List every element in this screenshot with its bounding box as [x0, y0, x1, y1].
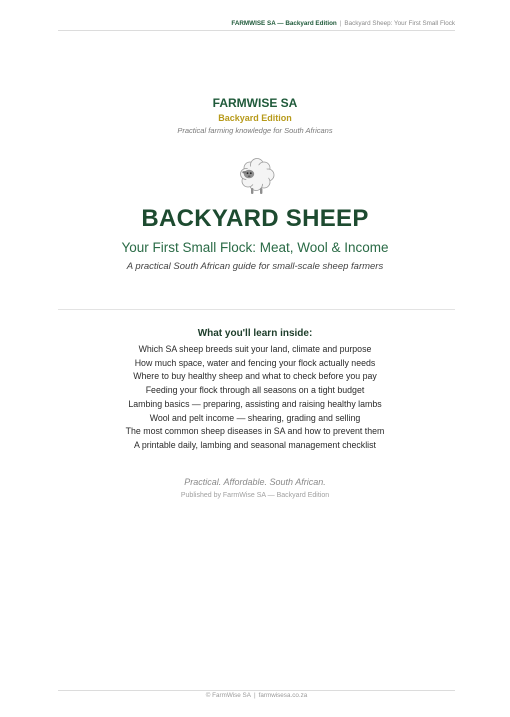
- list-item: Wool and pelt income — shearing, grading and selling: [149, 412, 361, 423]
- closing-block: [0, 477, 510, 500]
- list-item: Lambing basics — preparing, assisting and raising healthy lambs: [128, 398, 382, 409]
- publisher-line: Published by FarmWise SA — Backyard Edition: [180, 492, 330, 499]
- header-brand: FARMWISE SA — Backyard Edition: [231, 20, 337, 27]
- list-item: How much space, water and fencing your flock actually needs: [134, 357, 376, 368]
- footer-copyright: © FarmWise SA: [205, 692, 251, 699]
- brand-title: FARMWISE SA: [212, 96, 298, 110]
- list-item: Where to buy healthy sheep and what to check before you pay: [133, 371, 377, 382]
- header-separator: |: [339, 20, 342, 27]
- list-item: A printable daily, lambing and seasonal management checklist: [134, 439, 376, 450]
- footer-website[interactable]: farmwisesa.co.za: [258, 692, 308, 699]
- list-item: Feeding your flock through all seasons on a tight budget: [145, 385, 365, 396]
- cover-subtitle: Your First Small Flock: Meat, Wool & Income: [121, 240, 389, 255]
- running-footer: [58, 690, 455, 699]
- running-header: [58, 20, 455, 31]
- tagline: Practical farming knowledge for South Africans: [177, 126, 333, 135]
- list-item: The most common sheep diseases in SA and how to prevent them: [125, 426, 385, 437]
- learn-section: [0, 327, 510, 453]
- edition-label: Backyard Edition: [218, 113, 292, 123]
- cover-title: BACKYARD SHEEP: [141, 205, 369, 232]
- learn-list: [0, 343, 510, 453]
- section-divider: [58, 309, 455, 310]
- guide-description: A practical South African guide for small-scale sheep farmers: [126, 261, 384, 272]
- learn-heading: What you'll learn inside:: [197, 328, 313, 339]
- motto: Practical. Affordable. South African.: [184, 477, 326, 487]
- list-item: Which SA sheep breeds suit your land, climate and purpose: [138, 344, 372, 354]
- footer-separator: |: [253, 692, 256, 699]
- header-doc-title: Backyard Sheep: Your First Small Flock: [344, 20, 455, 27]
- masthead: [0, 96, 510, 136]
- sheep-icon: [236, 155, 278, 197]
